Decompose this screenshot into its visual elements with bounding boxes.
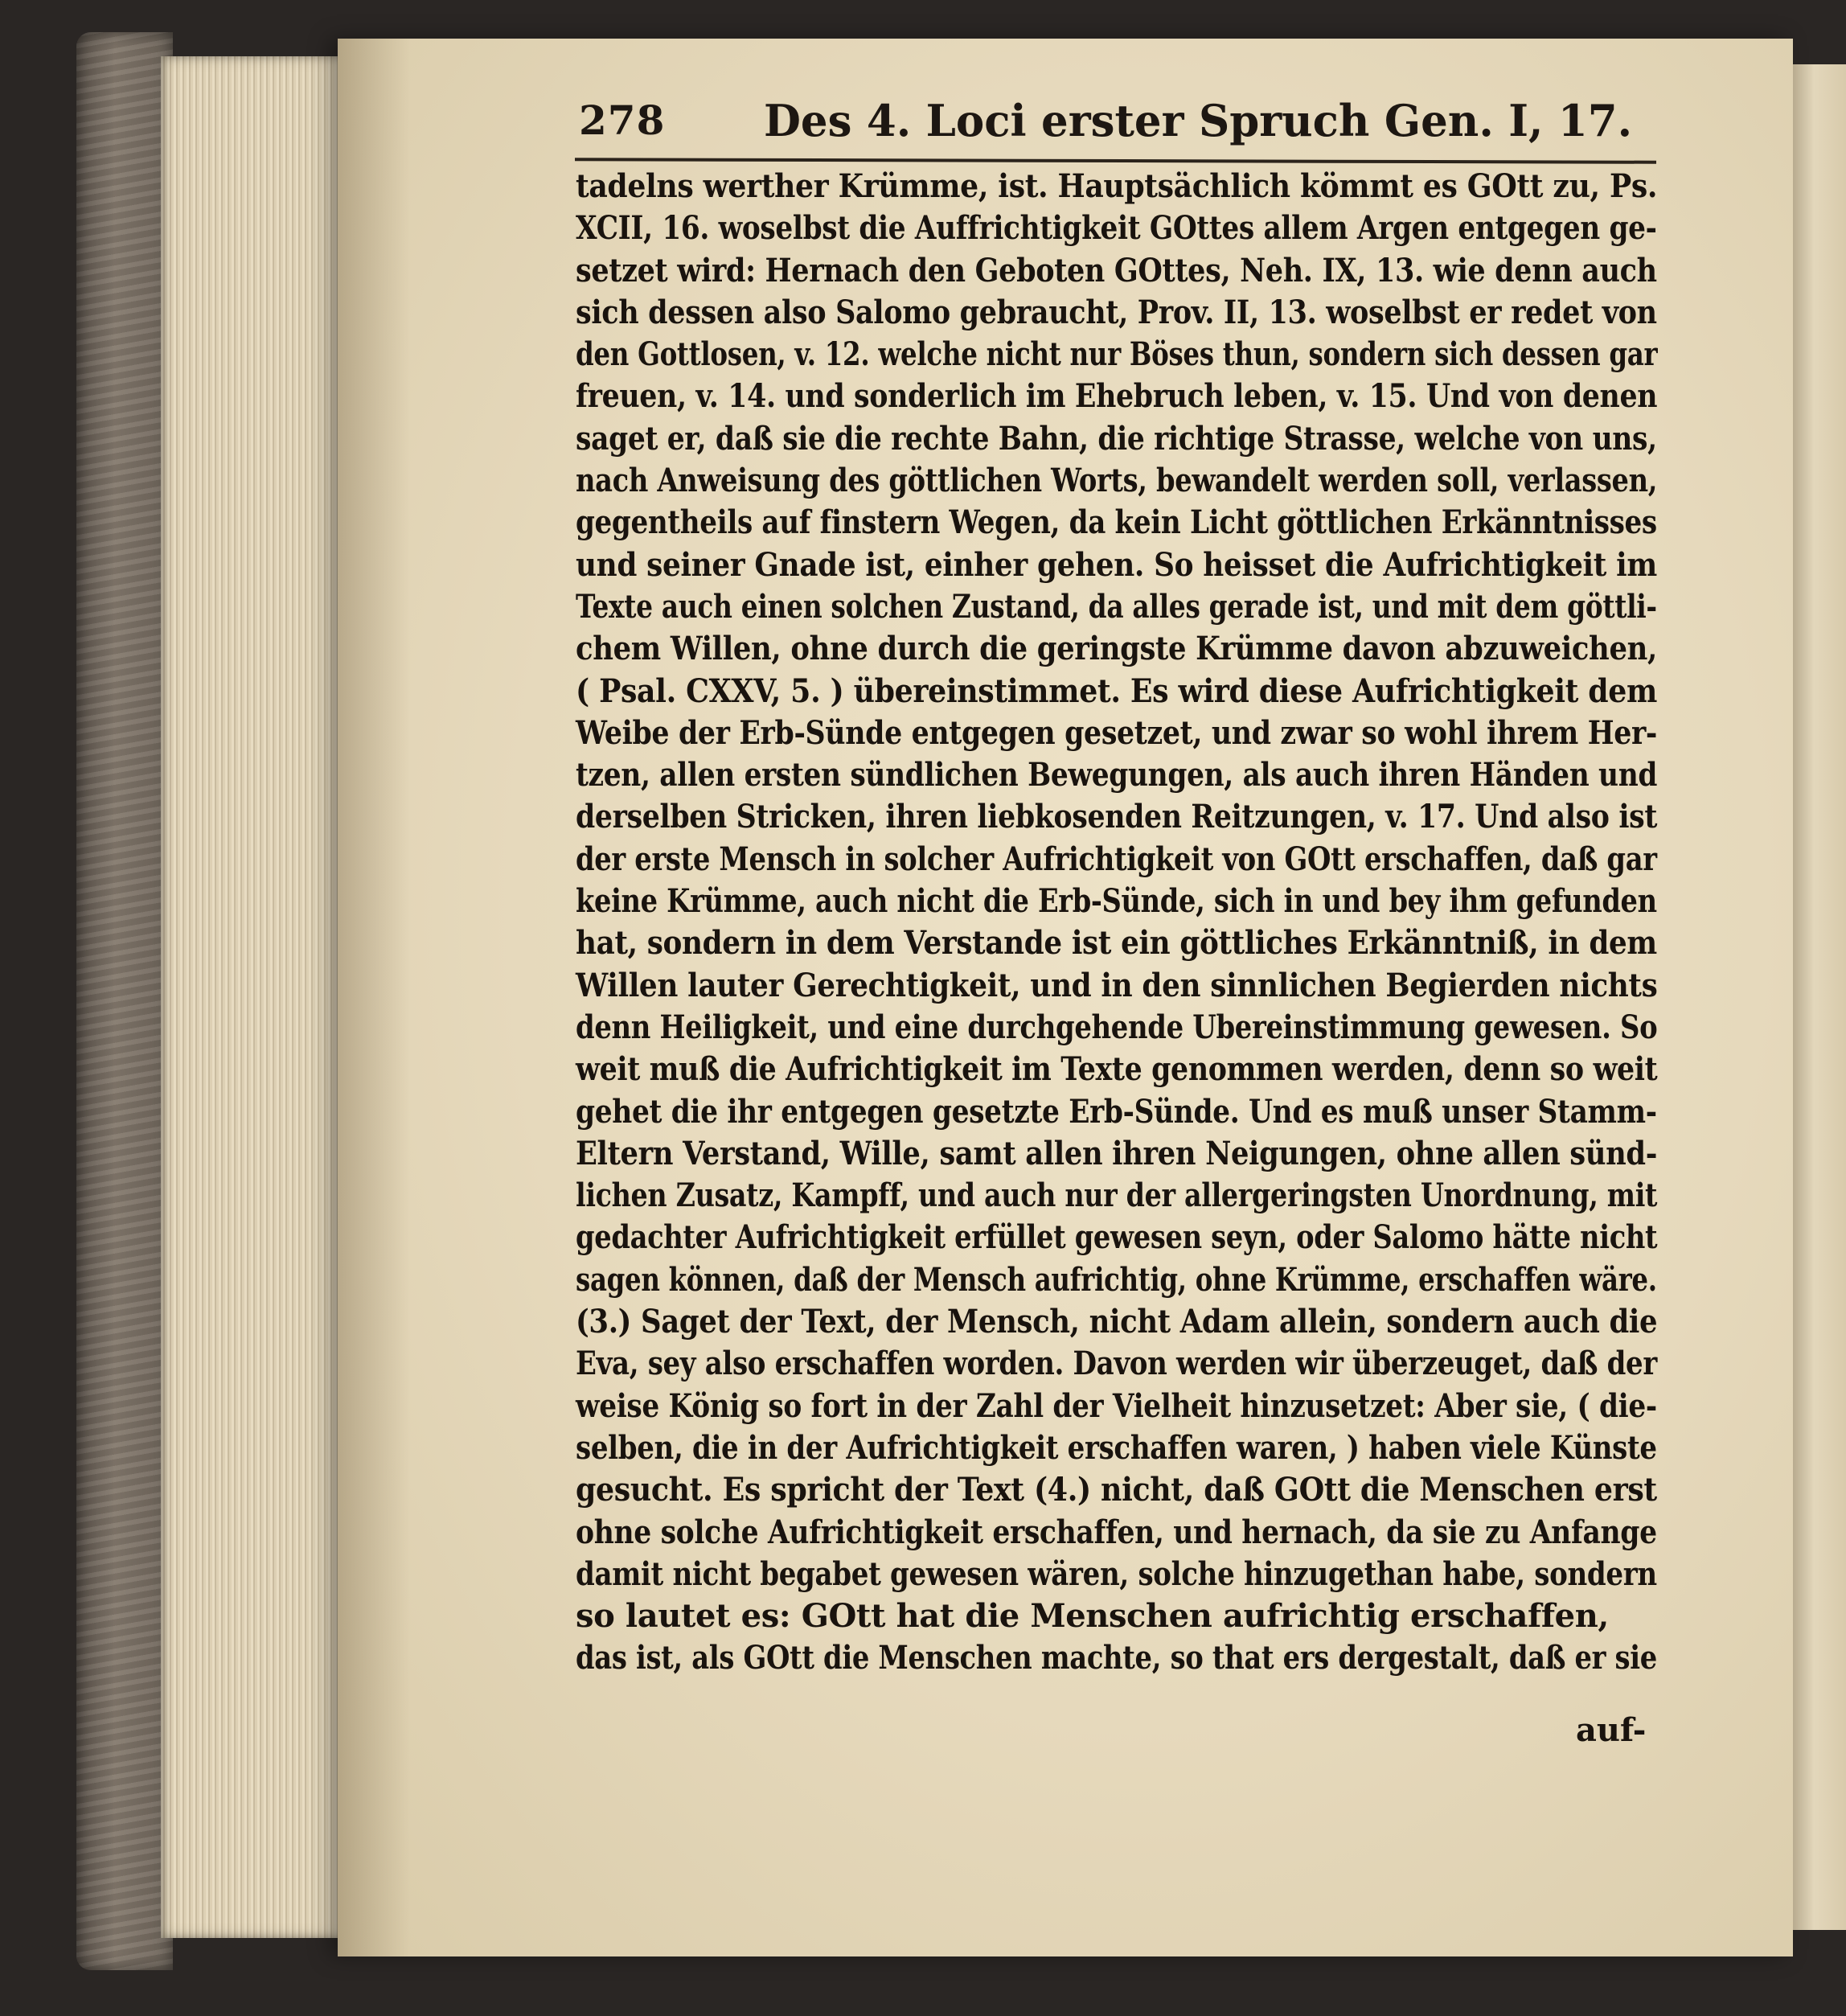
text-line: freuen, v. 14. und sonderlich im Ehebruch leben, v. 15. Und von denen [576,377,1658,416]
text-line: (3.) Saget der Text, der Mensch, nicht Adam allein, sondern auch die [576,1303,1658,1341]
text-line: gesucht. Es spricht der Text (4.) nicht, daß GOtt die Menschen erst [576,1471,1657,1509]
body-text [576,166,1657,1680]
text-line: lichen Zusatz, Kampff, und auch nur der allergeringsten Unordnung, mit [576,1176,1658,1215]
text-line: XCII, 16. woselbst die Auffrichtigkeit GOttes allem Argen entgegen ge- [576,209,1657,248]
text-line: saget er, daß sie die rechte Bahn, die richtige Strasse, welche von uns, [576,419,1657,458]
text-line: weise König so fort in der Zahl der Vielheit hinzusetzet: Aber sie, ( die- [576,1386,1657,1425]
text-line: ohne solche Aufrichtigkeit erschaffen, und hernach, da sie zu Anfange [576,1513,1657,1551]
text-line: das ist, als GOtt die Menschen machte, so that ers dergestalt, daß er sie [576,1639,1657,1677]
text-line: Eva, sey also erschaffen worden. Davon werden wir überzeuget, daß der [576,1345,1657,1383]
text-line: chem Willen, ohne durch die geringste Krümme davon abzuweichen, [576,630,1657,668]
text-line: setzet wird: Hernach den Geboten GOttes, Neh. IX, 13. wie denn auch [576,251,1657,289]
text-line: so lautet es: GOtt hat die Menschen aufrichtig erschaffen, [576,1597,1609,1636]
text-line: tzen, allen ersten sündlichen Bewegungen, als auch ihren Händen und [576,756,1658,794]
text-line: nach Anweisung des göttlichen Worts, bewandelt werden soll, verlassen, [576,462,1658,500]
text-line: denn Heiligkeit, und eine durchgehende Ubereinstimmung gewesen. So [576,1008,1658,1046]
text-line: sich dessen also Salomo gebraucht, Prov. II, 13. woselbst er redet von [576,293,1657,331]
catchword: auf- [1576,1711,1647,1749]
text-line: gehet die ihr entgegen gesetzte Erb-Sünde. Und es muß unser Stamm- [576,1092,1657,1131]
text-line: gegentheils auf finstern Wegen, da kein Licht göttlichen Erkänntnisses [576,503,1657,542]
page-edges [161,56,346,1938]
text-line: gedachter Aufrichtigkeit erfüllet gewesen seyn, oder Salomo hätte nicht [576,1218,1658,1257]
text-line: Texte auch einen solchen Zustand, da alles gerade ist, und mit dem göttli- [576,587,1657,626]
text-line: tadelns werther Krümme, ist. Hauptsächlich kömmt es GOtt zu, Ps. [576,167,1658,205]
text-line: keine Krümme, auch nicht die Erb-Sünde, sich in und bey ihm gefunden [576,882,1657,921]
text-line: Eltern Verstand, Wille, samt allen ihren Neigungen, ohne allen sünd- [576,1134,1658,1172]
page-header [579,90,1704,154]
text-line: den Gottlosen, v. 12. welche nicht nur Böses thun, sondern sich dessen gar [576,335,1658,374]
text-line: weit muß die Aufrichtigkeit im Texte genommen werden, denn so weit [576,1050,1658,1089]
running-title: Des 4. Loci erster Spruch Gen. I, 17. [764,95,1633,146]
facing-page-edge [1793,64,1846,1930]
text-line: hat, sondern in dem Verstande ist ein göttliches Erkänntniß, in dem [576,924,1657,963]
page-number: 278 [579,96,666,144]
text-line: damit nicht begabet gewesen wären, solche hinzugethan habe, sondern [576,1554,1657,1593]
text-line: selben, die in der Aufrichtigkeit erschaffen waren, ) haben viele Künste [576,1428,1657,1467]
text-line: Willen lauter Gerechtigkeit, und in den sinnlichen Begierden nichts [576,966,1658,1004]
text-line: und seiner Gnade ist, einher gehen. So heisset die Aufrichtigkeit im [576,545,1657,584]
text-line: derselben Stricken, ihren liebkosenden Reitzungen, v. 17. Und also ist [576,798,1658,836]
text-line: ( Psal. CXXV, 5. ) übereinstimmet. Es wird diese Aufrichtigkeit dem [576,671,1658,710]
book-cover [76,32,173,1970]
text-line: der erste Mensch in solcher Aufrichtigkeit von GOtt erschaffen, daß gar [576,840,1657,878]
text-line: Weibe der Erb-Sünde entgegen gesetzet, und zwar so wohl ihrem Her- [576,713,1658,752]
text-line: sagen können, daß der Mensch aufrichtig, ohne Krümme, erschaffen wäre. [576,1260,1657,1299]
